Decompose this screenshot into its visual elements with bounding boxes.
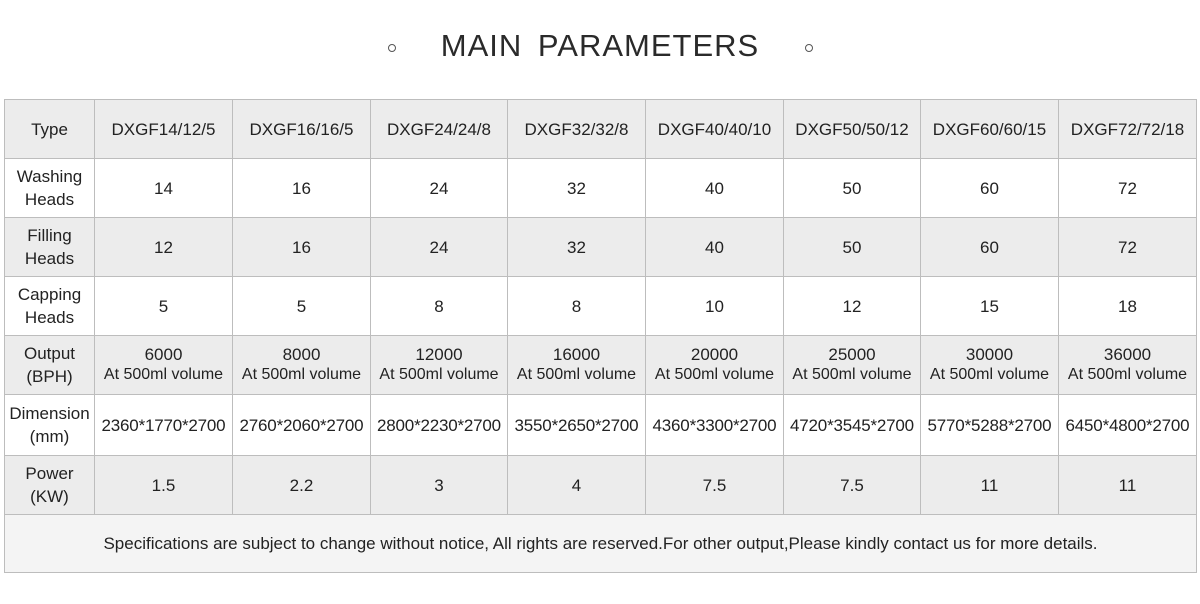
dimension-cell: 2800*2230*2700	[371, 395, 508, 456]
dimension-row	[5, 395, 1197, 456]
filling-label-line2: Heads	[24, 249, 75, 268]
output-volume-note: At 500ml volume	[379, 366, 499, 383]
output-value: 20000	[690, 345, 739, 364]
output-volume-note: At 500ml volume	[103, 366, 224, 383]
circle-ornament-right-icon	[805, 44, 813, 52]
capping-label-line2: Heads	[24, 308, 75, 327]
model-cell: DXGF16/16/5	[233, 100, 371, 159]
power-cell: 4	[508, 456, 646, 515]
output-value: 6000	[144, 345, 183, 364]
dimension-cell: 3550*2650*2700	[508, 395, 646, 456]
output-label	[5, 336, 95, 395]
dimension-label	[5, 395, 95, 456]
model-cell: DXGF72/72/18	[1059, 100, 1197, 159]
output-value: 8000	[282, 345, 321, 364]
capping-heads-label	[5, 277, 95, 336]
output-label-line2: (BPH)	[26, 367, 73, 386]
power-cell: 7.5	[646, 456, 784, 515]
filling-heads-cell: 72	[1059, 218, 1197, 277]
washing-label-line1: Washing	[16, 167, 83, 186]
output-cell	[784, 336, 921, 395]
capping-heads-cell: 10	[646, 277, 784, 336]
output-row	[5, 336, 1197, 395]
filling-heads-cell: 50	[784, 218, 921, 277]
washing-label-line2: Heads	[24, 190, 75, 209]
capping-heads-cell: 18	[1059, 277, 1197, 336]
power-cell: 11	[921, 456, 1059, 515]
output-volume-note: At 500ml volume	[516, 366, 637, 383]
output-cell	[95, 336, 233, 395]
type-label: Type	[5, 100, 95, 159]
capping-label-line1: Capping	[17, 285, 82, 304]
filling-heads-row	[5, 218, 1197, 277]
output-cell	[233, 336, 371, 395]
filling-label-line1: Filling	[27, 226, 72, 245]
capping-heads-cell: 12	[784, 277, 921, 336]
filling-heads-cell: 60	[921, 218, 1059, 277]
footnote-text: Specifications are subject to change without notice, All rights are reserved.For other output,Please kindly contact us for more details.	[5, 515, 1197, 573]
capping-heads-cell: 5	[233, 277, 371, 336]
washing-heads-cell: 60	[921, 159, 1059, 218]
dimension-cell: 2760*2060*2700	[233, 395, 371, 456]
model-cell: DXGF24/24/8	[371, 100, 508, 159]
output-cell	[508, 336, 646, 395]
dimension-cell: 4360*3300*2700	[646, 395, 784, 456]
output-cell	[1059, 336, 1197, 395]
model-cell: DXGF14/12/5	[95, 100, 233, 159]
filling-heads-cell: 24	[371, 218, 508, 277]
power-label-line1: Power	[25, 464, 74, 483]
dimension-cell: 6450*4800*2700	[1059, 395, 1197, 456]
output-label-line1: Output	[23, 344, 76, 363]
filling-heads-label	[5, 218, 95, 277]
model-cell: DXGF50/50/12	[784, 100, 921, 159]
capping-heads-cell: 8	[508, 277, 646, 336]
washing-heads-cell: 50	[784, 159, 921, 218]
filling-heads-cell: 16	[233, 218, 371, 277]
washing-heads-cell: 72	[1059, 159, 1197, 218]
capping-heads-cell: 5	[95, 277, 233, 336]
power-label-line2: (KW)	[30, 487, 69, 506]
output-value: 25000	[828, 345, 876, 364]
washing-heads-row	[5, 159, 1197, 218]
output-value: 36000	[1103, 345, 1152, 364]
output-value: 16000	[552, 345, 601, 364]
filling-heads-cell: 32	[508, 218, 646, 277]
washing-heads-label	[5, 159, 95, 218]
filling-heads-cell: 40	[646, 218, 784, 277]
power-row	[5, 456, 1197, 515]
output-volume-note: At 500ml volume	[1067, 366, 1188, 383]
capping-heads-row	[5, 277, 1197, 336]
washing-heads-cell: 40	[646, 159, 784, 218]
washing-heads-cell: 32	[508, 159, 646, 218]
capping-heads-cell: 15	[921, 277, 1059, 336]
page-header	[0, 26, 1200, 74]
output-volume-note: At 500ml volume	[792, 366, 912, 383]
washing-heads-cell: 24	[371, 159, 508, 218]
power-cell: 3	[371, 456, 508, 515]
dimension-cell: 2360*1770*2700	[95, 395, 233, 456]
capping-heads-cell: 8	[371, 277, 508, 336]
dimension-cell: 5770*5288*2700	[921, 395, 1059, 456]
output-cell	[371, 336, 508, 395]
power-cell: 11	[1059, 456, 1197, 515]
dimension-label-line1: Dimension	[9, 404, 90, 423]
output-value: 30000	[965, 345, 1014, 364]
output-volume-note: At 500ml volume	[929, 366, 1050, 383]
power-cell: 2.2	[233, 456, 371, 515]
dimension-cell: 4720*3545*2700	[784, 395, 921, 456]
model-cell: DXGF32/32/8	[508, 100, 646, 159]
model-cell: DXGF40/40/10	[646, 100, 784, 159]
filling-heads-cell: 12	[95, 218, 233, 277]
output-value: 12000	[415, 345, 463, 364]
output-cell	[921, 336, 1059, 395]
parameters-table	[4, 99, 1197, 573]
power-label	[5, 456, 95, 515]
output-volume-note: At 500ml volume	[241, 366, 362, 383]
page-title: MAIN PARAMETERS	[440, 28, 760, 63]
model-cell: DXGF60/60/15	[921, 100, 1059, 159]
power-cell: 7.5	[784, 456, 921, 515]
output-cell	[646, 336, 784, 395]
washing-heads-cell: 16	[233, 159, 371, 218]
type-row	[5, 100, 1197, 159]
output-volume-note: At 500ml volume	[654, 366, 775, 383]
washing-heads-cell: 14	[95, 159, 233, 218]
power-cell: 1.5	[95, 456, 233, 515]
footnote-row	[5, 515, 1197, 573]
dimension-label-line2: (mm)	[29, 427, 70, 446]
